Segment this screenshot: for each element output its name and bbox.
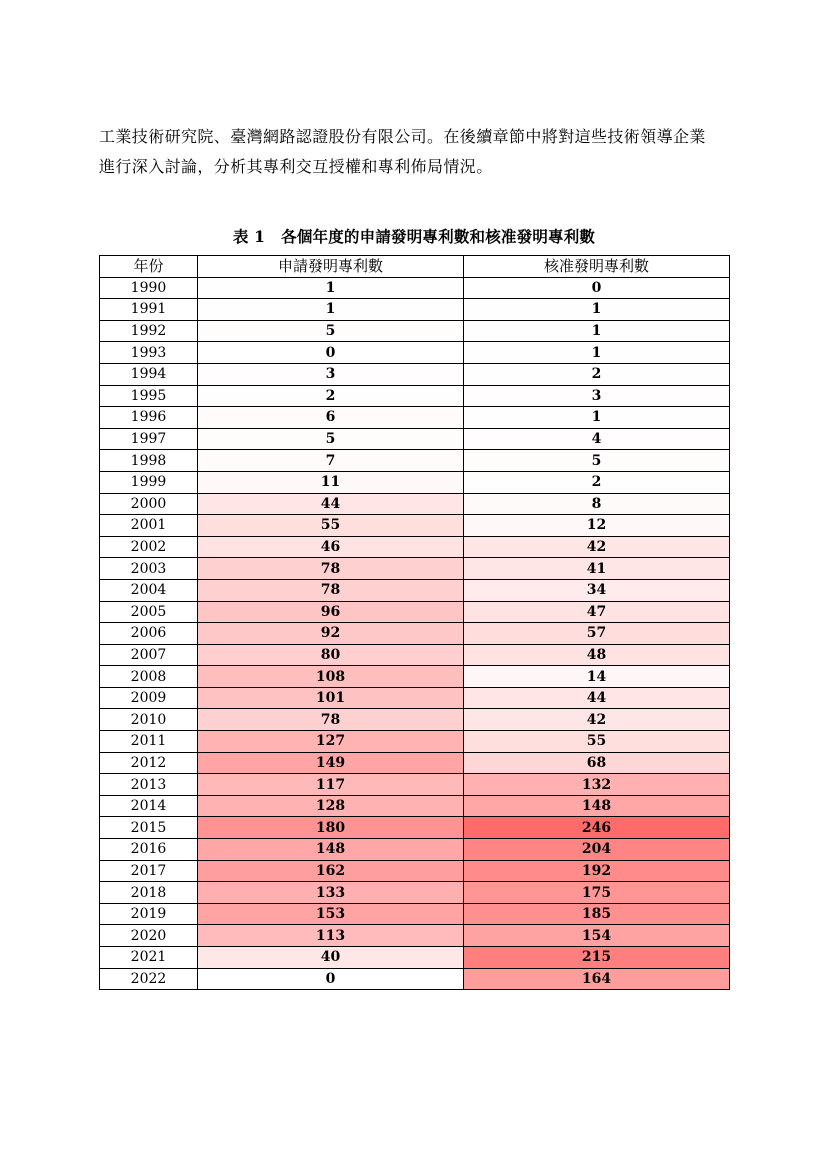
year-cell: 1998 xyxy=(100,450,198,472)
applied-count-cell: 44 xyxy=(198,493,464,515)
applied-count-cell: 92 xyxy=(198,623,464,645)
granted-count-cell: 1 xyxy=(464,407,730,429)
table-row xyxy=(100,925,730,947)
year-cell: 2006 xyxy=(100,623,198,645)
table-row xyxy=(100,320,730,342)
granted-count-cell: 41 xyxy=(464,558,730,580)
applied-count-cell: 2 xyxy=(198,385,464,407)
table-row xyxy=(100,752,730,774)
table-row xyxy=(100,558,730,580)
table-caption-number: 表 1 xyxy=(232,227,266,246)
table-row xyxy=(100,623,730,645)
paragraph-line: 進行深入討論，分析其專利交互授權和專利佈局情況。 xyxy=(99,157,493,176)
year-cell: 1997 xyxy=(100,428,198,450)
year-cell: 2022 xyxy=(100,968,198,990)
applied-count-cell: 3 xyxy=(198,363,464,385)
table-row xyxy=(100,687,730,709)
year-cell: 1990 xyxy=(100,277,198,299)
applied-count-cell: 40 xyxy=(198,947,464,969)
granted-count-cell: 1 xyxy=(464,299,730,321)
paragraph-line: 工業技術研究院、臺灣網路認證股份有限公司。在後續章節中將對這些技術領導企業 xyxy=(99,127,706,146)
applied-count-cell: 46 xyxy=(198,536,464,558)
applied-count-cell: 7 xyxy=(198,450,464,472)
granted-count-cell: 42 xyxy=(464,536,730,558)
granted-count-cell: 57 xyxy=(464,623,730,645)
granted-count-cell: 154 xyxy=(464,925,730,947)
granted-count-cell: 5 xyxy=(464,450,730,472)
year-cell: 1992 xyxy=(100,320,198,342)
year-cell: 2015 xyxy=(100,817,198,839)
granted-count-cell: 148 xyxy=(464,795,730,817)
applied-count-cell: 55 xyxy=(198,515,464,537)
applied-count-cell: 96 xyxy=(198,601,464,623)
year-cell: 2021 xyxy=(100,947,198,969)
granted-count-cell: 204 xyxy=(464,839,730,861)
granted-count-cell: 215 xyxy=(464,947,730,969)
table-row xyxy=(100,709,730,731)
granted-count-cell: 185 xyxy=(464,903,730,925)
applied-count-cell: 5 xyxy=(198,320,464,342)
year-cell: 2018 xyxy=(100,882,198,904)
header-granted: 核准發明專利數 xyxy=(464,256,730,278)
applied-count-cell: 78 xyxy=(198,709,464,731)
table-row xyxy=(100,428,730,450)
table-row xyxy=(100,385,730,407)
table-row xyxy=(100,731,730,753)
applied-count-cell: 153 xyxy=(198,903,464,925)
table-row xyxy=(100,644,730,666)
granted-count-cell: 34 xyxy=(464,579,730,601)
year-cell: 2011 xyxy=(100,731,198,753)
table-row xyxy=(100,666,730,688)
table-row xyxy=(100,299,730,321)
applied-count-cell: 11 xyxy=(198,471,464,493)
year-cell: 1993 xyxy=(100,342,198,364)
table-body xyxy=(100,277,730,990)
table-row xyxy=(100,860,730,882)
table-row xyxy=(100,795,730,817)
granted-count-cell: 48 xyxy=(464,644,730,666)
table-row xyxy=(100,493,730,515)
granted-count-cell: 0 xyxy=(464,277,730,299)
table-row xyxy=(100,277,730,299)
year-cell: 2017 xyxy=(100,860,198,882)
year-cell: 2013 xyxy=(100,774,198,796)
table-row xyxy=(100,450,730,472)
applied-count-cell: 1 xyxy=(198,299,464,321)
year-cell: 2010 xyxy=(100,709,198,731)
year-cell: 2001 xyxy=(100,515,198,537)
year-cell: 1995 xyxy=(100,385,198,407)
table-row xyxy=(100,407,730,429)
table-row xyxy=(100,342,730,364)
applied-count-cell: 180 xyxy=(198,817,464,839)
applied-count-cell: 117 xyxy=(198,774,464,796)
applied-count-cell: 127 xyxy=(198,731,464,753)
body-paragraph xyxy=(99,122,731,182)
granted-count-cell: 42 xyxy=(464,709,730,731)
table-row xyxy=(100,882,730,904)
year-cell: 1994 xyxy=(100,363,198,385)
applied-count-cell: 162 xyxy=(198,860,464,882)
granted-count-cell: 14 xyxy=(464,666,730,688)
patent-count-table xyxy=(99,255,730,990)
table-row xyxy=(100,601,730,623)
applied-count-cell: 78 xyxy=(198,579,464,601)
year-cell: 2020 xyxy=(100,925,198,947)
year-cell: 2014 xyxy=(100,795,198,817)
year-cell: 2009 xyxy=(100,687,198,709)
table-row xyxy=(100,947,730,969)
granted-count-cell: 175 xyxy=(464,882,730,904)
applied-count-cell: 6 xyxy=(198,407,464,429)
applied-count-cell: 0 xyxy=(198,968,464,990)
table-row xyxy=(100,774,730,796)
year-cell: 2000 xyxy=(100,493,198,515)
granted-count-cell: 246 xyxy=(464,817,730,839)
applied-count-cell: 0 xyxy=(198,342,464,364)
table-row xyxy=(100,515,730,537)
applied-count-cell: 148 xyxy=(198,839,464,861)
year-cell: 1996 xyxy=(100,407,198,429)
applied-count-cell: 113 xyxy=(198,925,464,947)
applied-count-cell: 80 xyxy=(198,644,464,666)
year-cell: 2019 xyxy=(100,903,198,925)
year-cell: 2002 xyxy=(100,536,198,558)
table-row xyxy=(100,579,730,601)
header-year: 年份 xyxy=(100,256,198,278)
granted-count-cell: 132 xyxy=(464,774,730,796)
applied-count-cell: 5 xyxy=(198,428,464,450)
year-cell: 2007 xyxy=(100,644,198,666)
year-cell: 1999 xyxy=(100,471,198,493)
table-row xyxy=(100,536,730,558)
applied-count-cell: 108 xyxy=(198,666,464,688)
table-row xyxy=(100,817,730,839)
granted-count-cell: 68 xyxy=(464,752,730,774)
table-row xyxy=(100,471,730,493)
year-cell: 2012 xyxy=(100,752,198,774)
applied-count-cell: 1 xyxy=(198,277,464,299)
granted-count-cell: 2 xyxy=(464,363,730,385)
table-row xyxy=(100,363,730,385)
year-cell: 2003 xyxy=(100,558,198,580)
granted-count-cell: 2 xyxy=(464,471,730,493)
year-cell: 2004 xyxy=(100,579,198,601)
table-row xyxy=(100,968,730,990)
granted-count-cell: 44 xyxy=(464,687,730,709)
applied-count-cell: 149 xyxy=(198,752,464,774)
year-cell: 2016 xyxy=(100,839,198,861)
table-row xyxy=(100,903,730,925)
granted-count-cell: 3 xyxy=(464,385,730,407)
year-cell: 2005 xyxy=(100,601,198,623)
table-caption-text: 各個年度的申請發明專利數和核准發明專利數 xyxy=(281,227,596,246)
table-caption xyxy=(99,225,729,247)
year-cell: 1991 xyxy=(100,299,198,321)
applied-count-cell: 133 xyxy=(198,882,464,904)
table-header-row xyxy=(100,256,730,278)
granted-count-cell: 47 xyxy=(464,601,730,623)
granted-count-cell: 1 xyxy=(464,342,730,364)
applied-count-cell: 128 xyxy=(198,795,464,817)
granted-count-cell: 4 xyxy=(464,428,730,450)
granted-count-cell: 12 xyxy=(464,515,730,537)
granted-count-cell: 1 xyxy=(464,320,730,342)
year-cell: 2008 xyxy=(100,666,198,688)
applied-count-cell: 101 xyxy=(198,687,464,709)
table-row xyxy=(100,839,730,861)
header-applied: 申請發明專利數 xyxy=(198,256,464,278)
granted-count-cell: 8 xyxy=(464,493,730,515)
granted-count-cell: 164 xyxy=(464,968,730,990)
granted-count-cell: 55 xyxy=(464,731,730,753)
applied-count-cell: 78 xyxy=(198,558,464,580)
granted-count-cell: 192 xyxy=(464,860,730,882)
